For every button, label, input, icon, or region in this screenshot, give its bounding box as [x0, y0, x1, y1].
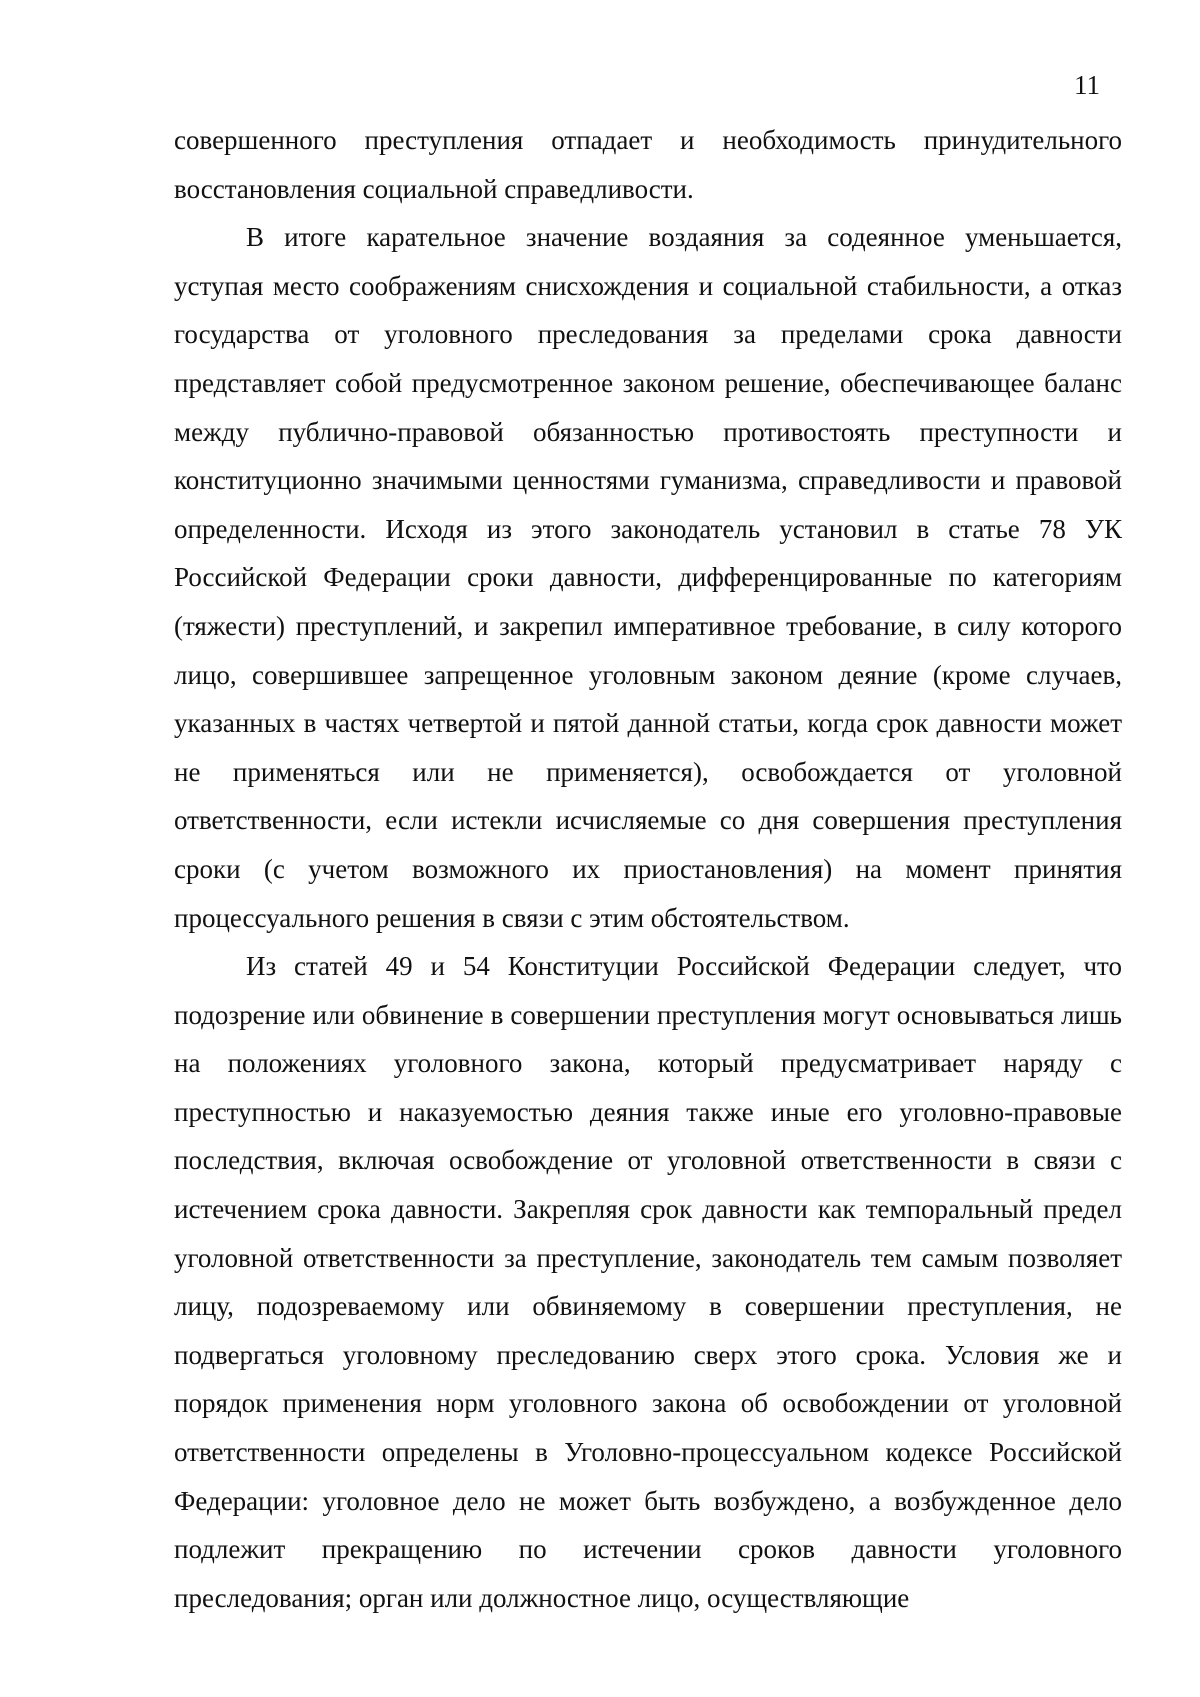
paragraph: Из статей 49 и 54 Конституции Российской Федерации следует, что подозрение или обвинение в совершении преступления могут основываться лишь на положениях уголовного закона, который предусматривает наряду с преступностью и наказуемостью деяния также иные его уголовно-правовые последствия, включая освобождение от уголовной ответственности в связи с истечением срока давности. Закрепляя срок давности как темпоральный предел уголовной ответственности за преступление, законодатель тем самым позволяет лицу, подозреваемому или обвиняемому в совершении преступления, не подвергаться уголовному преследованию сверх этого срока. Условия же и порядок применения норм уголовного закона об освобождении от уголовной ответственности определены в Уголовно-процессуальном кодексе Российской Федерации: уголовное дело не может быть возбуждено, а возбужденное дело подлежит прекращению по истечении сроков давности уголовного преследования; орган или должностное лицо, осуществляющие — [174, 951, 1122, 1613]
page-number: 11 — [1074, 70, 1100, 100]
body-text — [174, 116, 1122, 1622]
paragraph: В итоге карательное значение воздаяния за содеянное уменьшается, уступая место соображениям снисхождения и социальной стабильности, а отказ государства от уголовного преследования за пределами срока давности представляет собой предусмотренное законом решение, обеспечивающее баланс между публично-правовой обязанностью противостоять преступности и конституционно значимыми ценностями гуманизма, справедливости и правовой определенности. Исходя из этого законодатель установил в статье 78 УК Российской Федерации сроки давности, дифференцированные по категориям (тяжести) преступлений, и закрепил императивное требование, в силу которого лицо, совершившее запрещенное уголовным законом деяние (кроме случаев, указанных в частях четвертой и пятой данной статьи, когда срок давности может не применяться или не применяется), освобождается от уголовной ответственности, если истекли исчисляемые со дня совершения преступления сроки (с учетом возможного их приостановления) на момент принятия процессуального решения в связи с этим обстоятельством. — [174, 222, 1122, 933]
paragraph-continuation: совершенного преступления отпадает и необходимость принудительного восстановления социальной справедливости. — [174, 125, 1122, 204]
